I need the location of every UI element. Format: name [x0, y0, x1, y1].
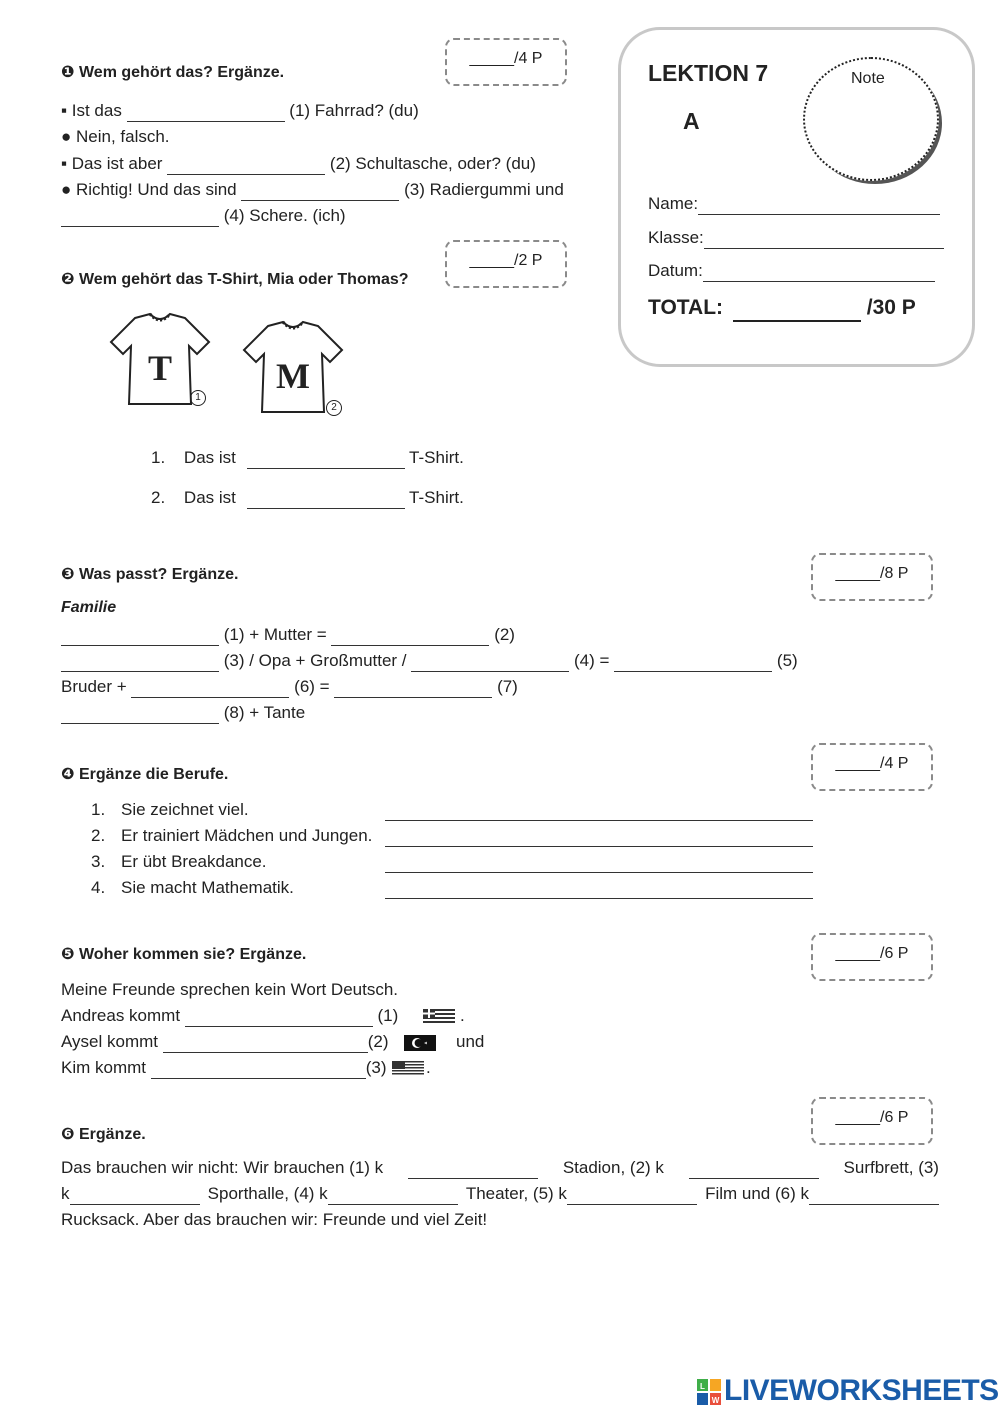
ex5-l3-pre: Kim kommt: [61, 1058, 146, 1077]
ex6-t5: Sporthalle, (4) k: [207, 1184, 328, 1203]
ex3-blank-2[interactable]: [331, 628, 489, 646]
ex1-blank-1[interactable]: [127, 104, 285, 122]
ex3-r4a: (8) + Tante: [223, 703, 306, 722]
ex1-line-3: [61, 154, 536, 175]
ex6-blank-3[interactable]: [70, 1187, 200, 1205]
ex6-seg-a: [61, 1184, 200, 1205]
shirt1-number: 1: [190, 390, 206, 406]
ex3-r1a: (1) + Mutter =: [223, 625, 327, 644]
ex5-l2-pre: Aysel kommt: [61, 1032, 158, 1051]
ex5-l1-pre: Andreas kommt: [61, 1006, 181, 1025]
lesson-variant: A: [683, 108, 700, 134]
ex6-seg-c: [466, 1184, 697, 1205]
shirt2-number: 2: [326, 400, 342, 416]
ex4-item-2: [91, 826, 813, 847]
ex2-item-1-num: 1.: [151, 448, 166, 467]
turkey-flag-icon: [404, 1035, 436, 1051]
ex4-item-4: [91, 878, 813, 899]
ex5-l3-num: (3): [365, 1058, 387, 1077]
ex6-t3: Surfbrett, (3): [843, 1158, 939, 1177]
ex3-blank-4[interactable]: [411, 654, 569, 672]
ex5-l1-num: (1): [377, 1006, 399, 1025]
ex5-blank-1[interactable]: [185, 1009, 373, 1027]
ex6-blank-5[interactable]: [567, 1187, 697, 1205]
liveworksheets-logo-icon[interactable]: [697, 1379, 721, 1405]
ex4-score-box: _____/4 P: [811, 743, 933, 791]
ex4-item-4-text: Sie macht Mathematik.: [121, 878, 294, 897]
ex1-line-2: ● Nein, falsch.: [61, 127, 170, 146]
ex4-blank-4[interactable]: [385, 881, 813, 899]
ex5-line-2: [61, 1032, 389, 1053]
ex1-l4-pre: ● Richtig! Und das sind: [61, 180, 237, 199]
ex6-t1: Das brauchen wir nicht: Wir brauchen (1) k: [61, 1158, 384, 1177]
ex6-t4: k: [61, 1184, 70, 1203]
ex5-l3-end: .: [426, 1058, 431, 1077]
ex4-item-3-text: Er übt Breakdance.: [121, 852, 267, 871]
ex2-blank-1[interactable]: [247, 451, 405, 469]
ex1-l1-post: (1) Fahrrad? (du): [289, 101, 419, 120]
ex2-blank-2[interactable]: [247, 491, 405, 509]
ex2-item-2: [151, 488, 464, 509]
klasse-label: Klasse:: [648, 228, 704, 247]
klasse-row: [648, 228, 944, 249]
ex6-seg-b: [208, 1184, 458, 1205]
ex6-t7: Film und (6) k: [705, 1184, 809, 1203]
total-label: TOTAL:: [648, 296, 724, 319]
ex3-row-4: [61, 703, 305, 724]
ex1-l3-post: (2) Schultasche, oder? (du): [329, 154, 536, 173]
ex2-item-1-post: T-Shirt.: [409, 448, 464, 467]
ex6-blank-6[interactable]: [809, 1187, 939, 1205]
svg-text:W: W: [711, 1396, 720, 1405]
ex1-score-box: _____/4 P: [445, 38, 567, 86]
ex3-row-1: [61, 625, 515, 646]
ex3-blank-3[interactable]: [61, 654, 219, 672]
ex5-line-1: [61, 1006, 398, 1027]
ex5-title: ❺ Woher kommen sie? Ergänze.: [61, 946, 307, 963]
liveworksheets-logo-text[interactable]: LIVEWORKSHEETS: [724, 1374, 999, 1407]
ex3-subtitle: Familie: [61, 599, 117, 616]
name-row: [648, 194, 940, 215]
ex5-blank-3[interactable]: [151, 1061, 366, 1079]
name-input[interactable]: [698, 197, 940, 215]
ex1-title: ❶ Wem gehört das? Ergänze.: [61, 64, 285, 81]
total-row: [648, 296, 916, 322]
ex6-blank-2[interactable]: [689, 1161, 819, 1179]
ex3-r3b: (6) =: [294, 677, 330, 696]
note-label: Note: [851, 70, 885, 87]
ex5-intro: Meine Freunde sprechen kein Wort Deutsch.: [61, 980, 399, 999]
ex4-item-1-num: 1.: [91, 800, 106, 819]
ex6-seg-d: [705, 1184, 939, 1205]
ex5-line-3: [61, 1058, 387, 1079]
ex3-blank-8[interactable]: [61, 706, 219, 724]
ex6-blank-4[interactable]: [328, 1187, 458, 1205]
ex3-blank-6[interactable]: [131, 680, 289, 698]
ex3-blank-7[interactable]: [334, 680, 492, 698]
ex1-l4-post: (3) Radiergummi und: [404, 180, 564, 199]
ex4-item-2-text: Er trainiert Mädchen und Jungen.: [121, 826, 373, 845]
ex2-item-1-pre: Das ist: [183, 448, 236, 467]
greece-flag-icon: [423, 1009, 455, 1025]
ex5-l2-end: und: [456, 1032, 485, 1051]
klasse-input[interactable]: [704, 231, 944, 249]
ex3-blank-1[interactable]: [61, 628, 219, 646]
ex1-line-1: [61, 101, 419, 122]
ex4-blank-2[interactable]: [385, 829, 813, 847]
ex3-r3a: Bruder +: [61, 677, 127, 696]
ex2-title: ❷ Wem gehört das T-Shirt, Mia oder Thomas?: [61, 271, 409, 288]
ex1-line-4: [61, 180, 564, 201]
ex4-title: ❹ Ergänze die Berufe.: [61, 766, 229, 783]
tshirt-t-letter: T: [147, 348, 173, 388]
ex4-blank-1[interactable]: [385, 803, 813, 821]
ex6-t2: Stadion, (2) k: [562, 1158, 664, 1177]
lesson-title: LEKTION 7: [648, 60, 769, 86]
total-max: /30 P: [866, 296, 916, 319]
ex1-l5-post: (4) Schere. (ich): [223, 206, 346, 225]
ex5-l2-num: (2): [367, 1032, 389, 1051]
ex2-item-2-num: 2.: [151, 488, 166, 507]
ex3-title: ❸ Was passt? Ergänze.: [61, 566, 239, 583]
ex3-row-3: [61, 677, 518, 698]
ex4-item-1: [91, 800, 813, 821]
datum-input[interactable]: [703, 264, 935, 282]
ex3-score-box: _____/8 P: [811, 553, 933, 601]
name-label: Name:: [648, 194, 699, 213]
ex4-item-3: [91, 852, 813, 873]
ex6-line-2: [61, 1184, 939, 1205]
ex3-r1b: (2): [494, 625, 515, 644]
ex3-r3c: (7): [497, 677, 518, 696]
ex6-title: ❻ Ergänze.: [61, 1126, 146, 1143]
ex3-r2a: (3) / Opa + Großmutter /: [223, 651, 407, 670]
usa-flag-icon: [392, 1061, 424, 1077]
ex1-l1-pre: ▪ Ist das: [61, 101, 122, 120]
ex1-line-5: [61, 206, 346, 227]
ex2-item-1: [151, 448, 464, 469]
ex4-item-1-text: Sie zeichnet viel.: [121, 800, 249, 819]
datum-row: [648, 261, 935, 282]
ex4-item-2-num: 2.: [91, 826, 106, 845]
ex1-blank-2[interactable]: [167, 157, 325, 175]
ex6-t6: Theater, (5) k: [465, 1184, 567, 1203]
svg-text:L: L: [700, 1382, 705, 1391]
datum-label: Datum:: [648, 261, 703, 280]
ex5-l1-end: .: [460, 1006, 465, 1025]
total-input[interactable]: [733, 300, 861, 322]
tshirt-m-letter: M: [276, 356, 310, 396]
ex3-row-2: [61, 651, 798, 672]
ex4-item-3-num: 3.: [91, 852, 106, 871]
ex6-blank-1[interactable]: [408, 1161, 538, 1179]
ex6-score-box: _____/6 P: [811, 1097, 933, 1145]
ex2-item-2-post: T-Shirt.: [409, 488, 464, 507]
ex3-blank-5[interactable]: [614, 654, 772, 672]
ex5-score-box: _____/6 P: [811, 933, 933, 981]
ex1-l3-pre: ▪ Das ist aber: [61, 154, 163, 173]
ex6-line-3: Rucksack. Aber das brauchen wir: Freunde und viel Zeit!: [61, 1210, 488, 1229]
ex5-blank-2[interactable]: [163, 1035, 368, 1053]
ex4-blank-3[interactable]: [385, 855, 813, 873]
ex2-score-box: _____/2 P: [445, 240, 567, 288]
ex1-blank-4[interactable]: [61, 209, 219, 227]
ex3-r2c: (5): [776, 651, 798, 670]
ex4-item-4-num: 4.: [91, 878, 106, 897]
ex2-item-2-pre: Das ist: [183, 488, 236, 507]
ex3-r2b: (4) =: [574, 651, 610, 670]
ex6-line-1: [61, 1158, 939, 1179]
ex1-blank-3[interactable]: [241, 183, 399, 201]
